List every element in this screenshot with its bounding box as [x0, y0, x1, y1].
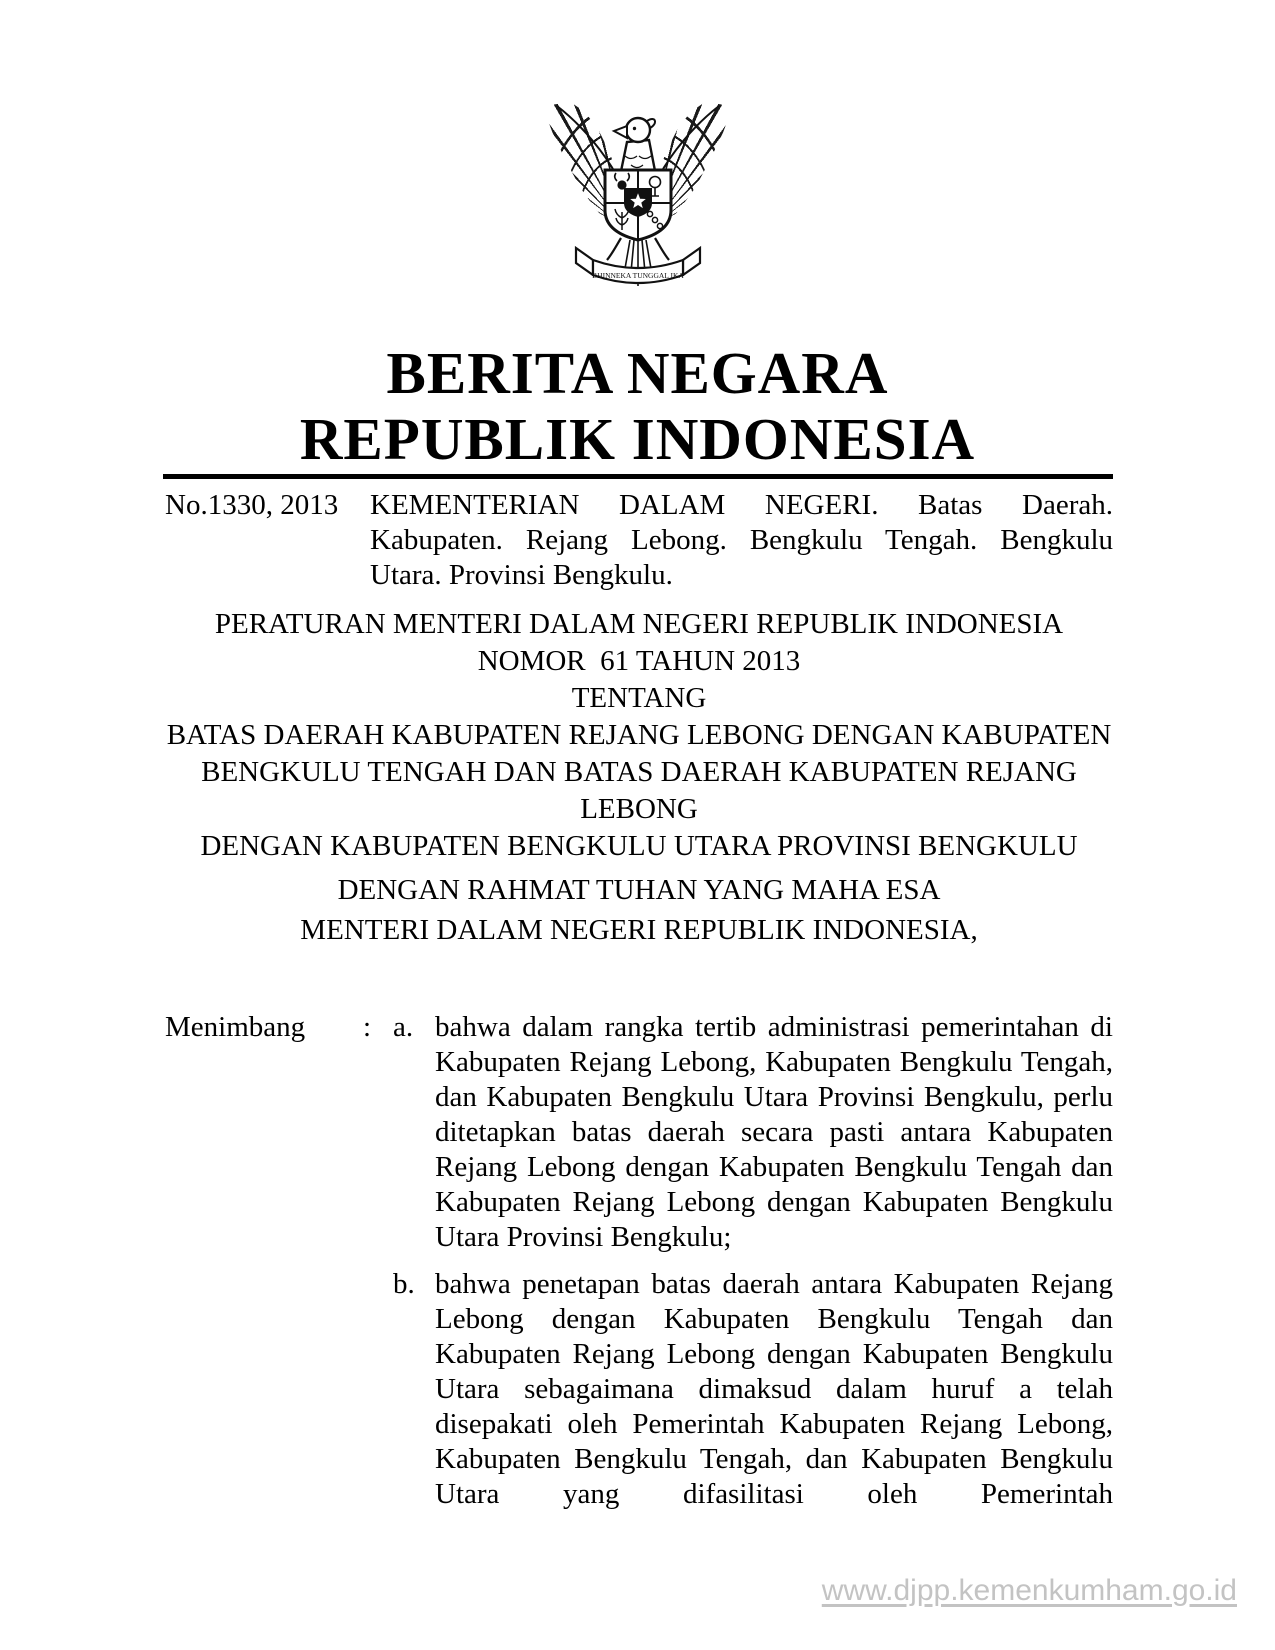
item-text: bahwa penetapan batas daerah antara Kabupaten Rejang Lebong dengan Kabupaten Bengkulu Tengah dan Kabupaten Rejang Lebong dengan Kabupaten Bengkulu Utara sebagaimana dimaksud dalam huruf a telah disepakati oleh Pemerintah Kabupaten Rejang Lebong, Kabupaten Bengkulu Tengah, dan Kabupaten Bengkulu Utara yang difasilitasi oleh Pemerintah: [435, 1268, 1113, 1510]
masthead: [0, 340, 1275, 472]
considerations-label: Menimbang: [165, 1011, 306, 1043]
regulation-number: NOMOR 61 TAHUN 2013: [477, 645, 801, 677]
masthead-divider: [163, 474, 1113, 479]
invocation-text: DENGAN RAHMAT TUHAN YANG MAHA ESA: [337, 874, 941, 906]
consideration-item: [393, 1010, 1113, 1255]
item-marker: b.: [393, 1268, 415, 1300]
gazette-subject-line: KEMENTERIAN DALAM NEGERI. Batas Daerah.: [370, 489, 1113, 521]
regulation-about-label: TENTANG: [571, 682, 707, 714]
regulation-headings: [165, 606, 1113, 865]
garuda-pancasila-emblem: [543, 90, 733, 298]
garuda-head-icon: [626, 118, 650, 142]
considerations-section: [165, 1010, 1113, 1512]
considerations-items: [393, 1010, 1113, 1512]
regulation-subject-line: LEBONG: [580, 793, 698, 825]
gazette-number: No.1330, 2013: [165, 489, 339, 521]
item-marker: a.: [393, 1011, 414, 1043]
gazette-header: [165, 488, 1113, 593]
issuer-text: MENTERI DALAM NEGERI REPUBLIK INDONESIA,: [300, 914, 978, 946]
invocation-block: [165, 870, 1113, 950]
garuda-body-icon: [543, 90, 733, 298]
gazette-subject: [370, 488, 1113, 593]
considerations-separator: :: [363, 1011, 372, 1043]
item-text: bahwa dalam rangka tertib administrasi pemerintahan di Kabupaten Rejang Lebong, Kabupaten Bengkulu Tengah, dan Kabupaten Bengkulu Utara Provinsi Bengkulu, perlu ditetapkan batas daerah secara pasti antara Kabupaten Rejang Lebong dengan Kabupaten Bengkulu Tengah dan Kabupaten Rejang Lebong dengan Kabupaten Bengkulu Utara Provinsi Bengkulu;: [435, 1011, 1113, 1253]
gazette-subject-line: Kabupaten. Rejang Lebong. Bengkulu Tengah. Bengkulu: [370, 524, 1113, 556]
regulation-subject-line: BENGKULU TENGAH DAN BATAS DAERAH KABUPATEN REJANG: [201, 756, 1077, 788]
regulation-title: PERATURAN MENTERI DALAM NEGERI REPUBLIK INDONESIA: [214, 608, 1064, 640]
motto-text: BHINNEKA TUNGGAL IKA: [591, 271, 684, 280]
footer-url-link[interactable]: www.djpp.kemenkumham.go.id: [821, 1574, 1237, 1607]
masthead-title-line2: REPUBLIK INDONESIA: [299, 406, 976, 472]
pancasila-shield-icon: [605, 170, 671, 240]
consideration-item: [393, 1267, 1113, 1512]
regulation-subject-line: BATAS DAERAH KABUPATEN REJANG LEBONG DENGAN KABUPATEN: [166, 719, 1112, 751]
regulation-subject-line: DENGAN KABUPATEN BENGKULU UTARA PROVINSI BENGKULU: [200, 830, 1078, 862]
gazette-subject-line: Utara. Provinsi Bengkulu.: [370, 559, 673, 591]
masthead-title-line1: BERITA NEGARA: [386, 340, 889, 406]
